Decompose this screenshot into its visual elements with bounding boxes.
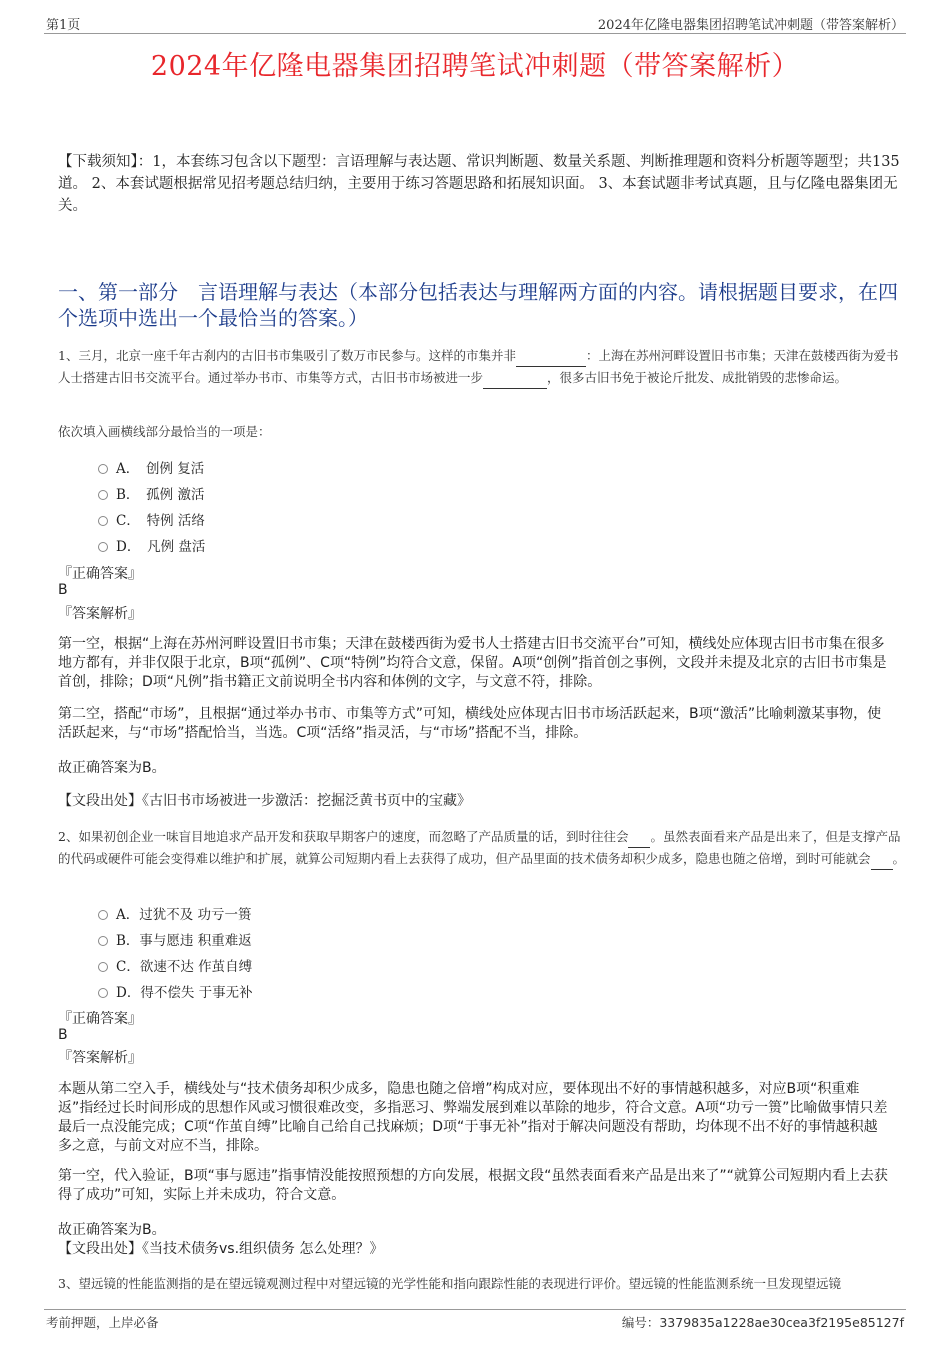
q2-answer: B xyxy=(58,1027,68,1043)
footer-slogan: 考前押题，上岸必备 xyxy=(46,1315,159,1330)
page-number: 第1页 xyxy=(46,18,81,33)
radio-icon[interactable] xyxy=(98,542,108,552)
radio-icon[interactable] xyxy=(98,936,108,946)
footer-code-label: 编号： xyxy=(621,1315,660,1330)
q2-analysis-para-1: 本题从第二空入手，横线处与“技术债务却积少成多，隐患也随之倍增”构成对应，要体现出不好的事情越积越多，对应B项“积重难返”指经过长时间形成的思想作风或习惯很难改变，多指恶习、弊端发展到难以革除的地步，符合文意。A项“功亏一篑”比喻做事情只差最后一点没能完成；C项“作茧自缚”比喻自己给自己找麻烦；D项“于事无补”指对于解决问题没有帮助，均体现不出不好的事情越积越多之意，与前文对应不当，排除。 xyxy=(58,1081,888,1154)
question-1-stem: 1、三月，北京一座千年古刹内的古旧书市集吸引了数万市民参与。这样的市集并非 ：上海在苏州河畔设置旧书市集；天津在鼓楼西街为爱书人士搭建古旧书交流平台。通过举办书市、市集等方式，古旧书市场被进一步 ，很多古旧书免于被论斤批发、成批销毁的悲惨命运。 xyxy=(58,345,908,389)
footer-code-value: 3379835a1228ae30cea3f2195e85127f xyxy=(659,1315,904,1330)
q2-option-b[interactable]: B．事与愿违 积重难返 xyxy=(98,929,252,949)
blank-1 xyxy=(628,826,650,848)
radio-icon[interactable] xyxy=(98,516,108,526)
radio-icon[interactable] xyxy=(98,910,108,920)
footer-divider xyxy=(44,1309,906,1310)
q2-answer-label: 『正确答案』 xyxy=(58,1011,142,1027)
q1-option-b[interactable]: B． 孤例 激活 xyxy=(98,483,204,503)
q1-option-a[interactable]: A． 创例 复活 xyxy=(98,457,204,477)
q1-option-c[interactable]: C． 特例 活络 xyxy=(98,509,205,529)
q1-analysis-label: 『答案解析』 xyxy=(58,606,142,622)
download-notice: 【下载须知】：1，本套练习包含以下题型：言语理解与表达题、常识判断题、数量关系题、判断推理题和资料分析题等题型；共135道。 2、本套试题根据常见招考题总结归纳，主要用于练习答题思路和拓展知识面。 3、本套试题非考试真题，且与亿隆电器集团无关。 xyxy=(58,154,900,214)
radio-icon[interactable] xyxy=(98,464,108,474)
q2-option-c[interactable]: C．欲速不达 作茧自缚 xyxy=(98,955,252,975)
question-3-stem: 3、望远镜的性能监测指的是在望远镜观测过程中对望远镜的光学性能和指向跟踪性能的表现进行评价。望远镜的性能监测系统一旦发现望远镜 xyxy=(58,1276,841,1291)
q1-option-d[interactable]: D． 凡例 盘活 xyxy=(98,535,205,555)
q2-source: 【文段出处】《当技术债务vs.组织债务 怎么处理？》 xyxy=(58,1241,384,1257)
blank-1 xyxy=(516,345,586,367)
question-1-prompt: 依次填入画横线部分最恰当的一项是： xyxy=(58,424,271,439)
section-heading: 一、第一部分 言语理解与表达（本部分包括表达与理解两方面的内容。请根据题目要求，在四个选项中选出一个最恰当的答案。） xyxy=(58,280,898,330)
q1-analysis-para-1: 第一空，根据“上海在苏州河畔设置旧书市集；天津在鼓楼西街为爱书人士搭建古旧书交流平台”可知，横线处应体现古旧书市集在很多地方都有，并非仅限于北京，B项“孤例”、C项“特例”均符合文意，保留。A项“创例”指首创之事例，文段并未提及北京的古旧书市集是首创，排除；D项“凡例”指书籍正文前说明全书内容和体例的文字，与文意不符，排除。 xyxy=(58,636,887,690)
q2-analysis-conclusion: 故正确答案为B。 xyxy=(58,1222,166,1238)
radio-icon[interactable] xyxy=(98,988,108,998)
header-doc-title: 2024年亿隆电器集团招聘笔试冲刺题（带答案解析） xyxy=(597,18,904,33)
header-divider xyxy=(44,33,906,34)
page-title: 2024年亿隆电器集团招聘笔试冲刺题（带答案解析） xyxy=(150,51,800,82)
q1-answer-label: 『正确答案』 xyxy=(58,566,142,582)
footer-code xyxy=(622,1313,904,1331)
blank-2 xyxy=(483,367,547,389)
q1-analysis-para-2: 第二空，搭配“市场”，且根据“通过举办书市、市集等方式”可知，横线处应体现古旧书市场活跃起来，B项“激活”比喻刺激某事物，使活跃起来，与“市场”搭配恰当，当选。C项“活络”指灵活，与“市场”搭配不当，排除。 xyxy=(58,706,882,741)
radio-icon[interactable] xyxy=(98,962,108,972)
q2-analysis-label: 『答案解析』 xyxy=(58,1050,142,1066)
blank-2 xyxy=(871,848,893,870)
q1-source: 【文段出处】《古旧书市场被进一步激活：挖掘泛黄书页中的宝藏》 xyxy=(58,793,471,809)
q2-option-d[interactable]: D．得不偿失 于事无补 xyxy=(98,981,253,1001)
q2-analysis-para-2: 第一空，代入验证，B项“事与愿违”指事情没能按照预想的方向发展，根据文段“虽然表面看来产品是出来了”“就算公司短期内看上去获得了成功”可知，实际上并未成功，符合文意。 xyxy=(58,1168,888,1203)
radio-icon[interactable] xyxy=(98,490,108,500)
question-2-stem: 2、如果初创企业一味盲目地追求产品开发和获取早期客户的速度，而忽略了产品质量的话，到时往往会 。虽然表面看来产品是出来了，但是支撑产品的代码或硬件可能会变得难以维护和扩展，就算公司短期内看上去获得了成功，但产品里面的技术债务却积少成多，隐患也随之倍增，到时可能就会 。 xyxy=(58,826,908,870)
q1-answer: B xyxy=(58,582,68,598)
q2-option-a[interactable]: A．过犹不及 功亏一篑 xyxy=(98,903,252,923)
q1-analysis-conclusion: 故正确答案为B。 xyxy=(58,760,166,776)
